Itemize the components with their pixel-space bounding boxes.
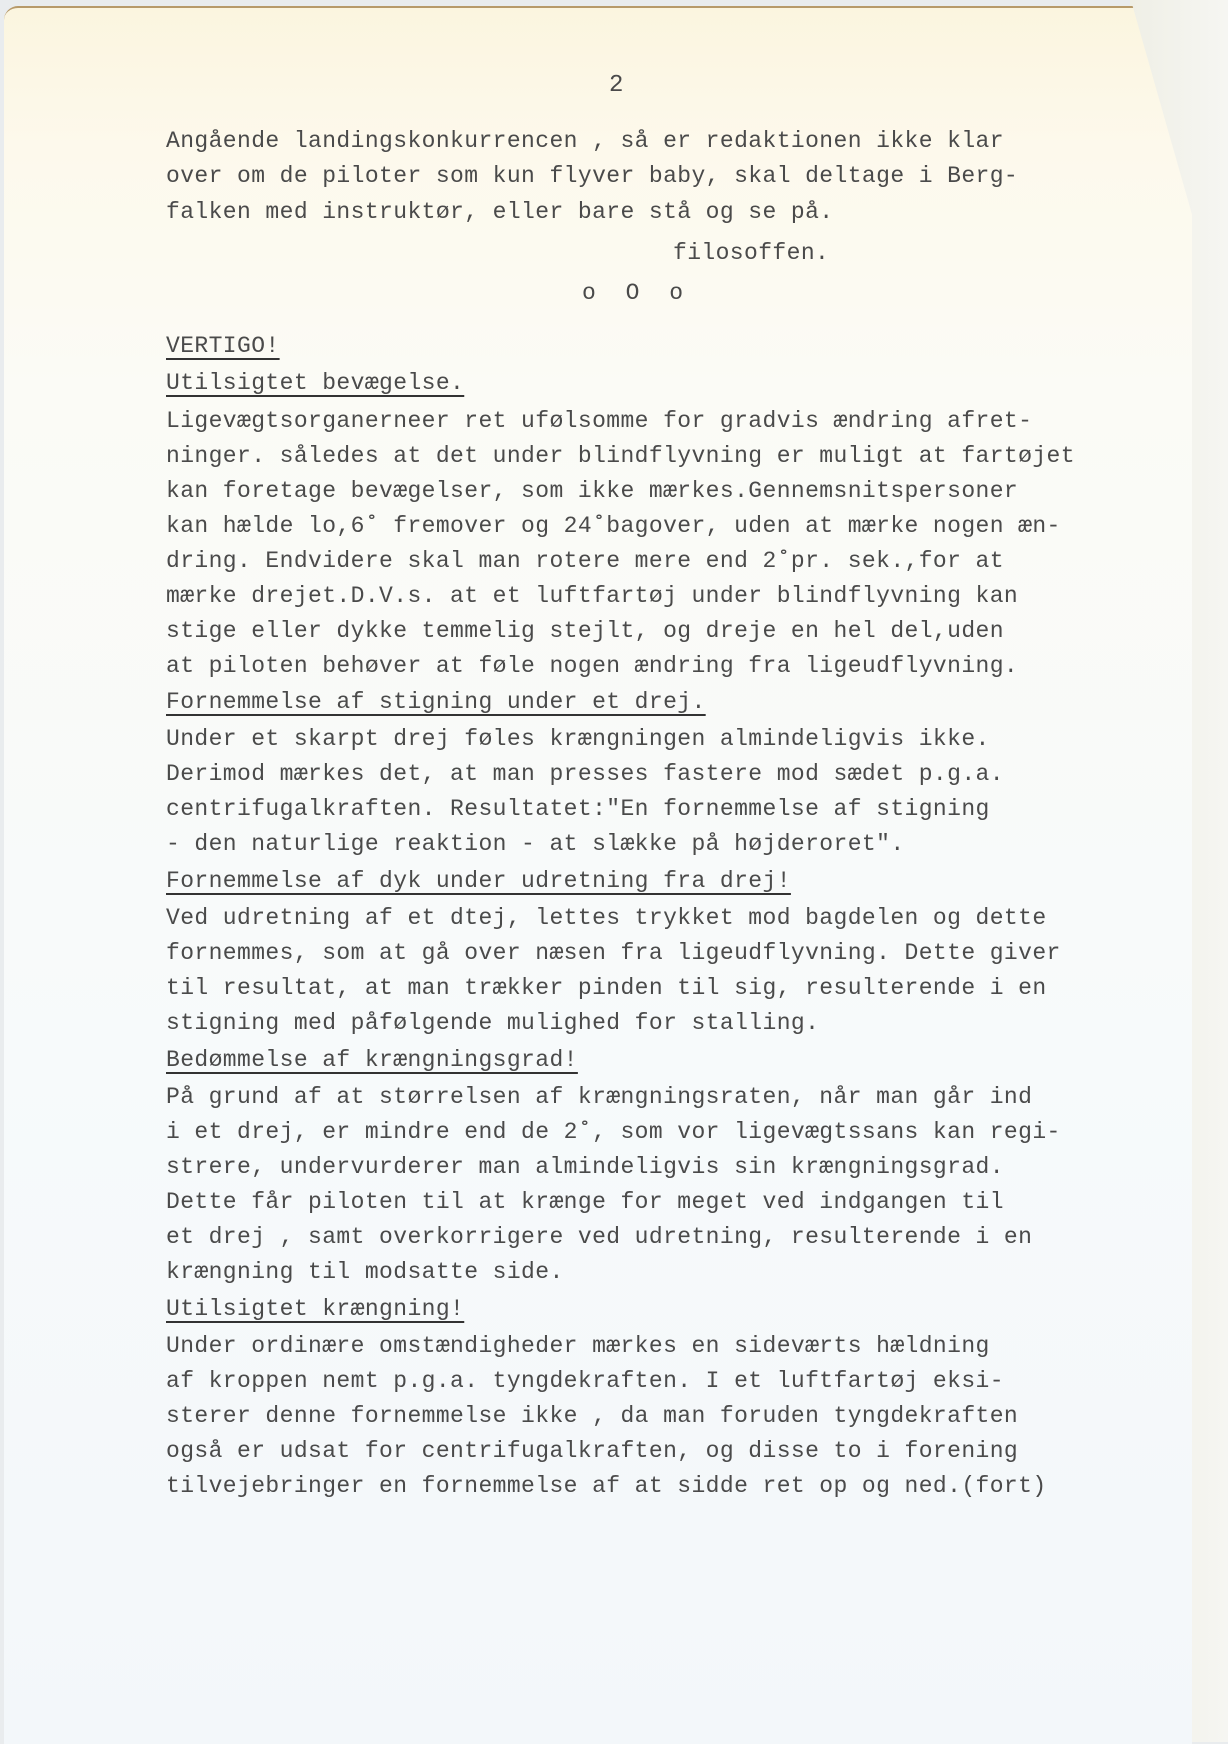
body-line: sterer denne fornemmelse ikke , da man foruden tyngdekraften	[166, 1403, 1019, 1429]
body-line: Ligevægtsorganerneer ret ufølsomme for gradvis ændring afret-	[166, 408, 1033, 434]
section-separator: o O o	[582, 280, 692, 306]
section-heading: Fornemmelse af stigning under et drej.	[166, 689, 706, 715]
body-line: også er udsat for centrifugalkraften, og disse to i forening	[166, 1438, 1019, 1464]
body-line: stigning med påfølgende mulighed for stalling.	[166, 1010, 820, 1036]
body-line: mærke drejet.D.V.s. at et luftfartøj under blindflyvning kan	[166, 583, 1019, 609]
body-line: centrifugalkraften. Resultatet:"En fornemmelse af stigning	[166, 796, 990, 822]
body-line: Ved udretning af et dtej, lettes trykket mod bagdelen og dette	[166, 905, 1047, 931]
body-line: et drej , samt overkorrigere ved udretning, resulterende i en	[166, 1224, 1033, 1250]
body-line: Derimod mærkes det, at man presses fastere mod sædet p.g.a.	[166, 761, 1004, 787]
body-line: Dette får piloten til at krænge for meget ved indgangen til	[166, 1189, 1004, 1215]
body-line: dring. Endvidere skal man rotere mere end 2˚pr. sek.,for at	[166, 548, 1004, 574]
signature: filosoffen.	[673, 240, 830, 266]
body-line: krængning til modsatte side.	[166, 1259, 564, 1285]
body-line: at piloten behøver at føle nogen ændring fra ligeudflyvning.	[166, 653, 1019, 679]
body-line: stige eller dykke temmelig stejlt, og dreje en hel del,uden	[166, 618, 1004, 644]
intro-line: falken med instruktør, eller bare stå og se på.	[166, 199, 834, 225]
section-heading: Utilsigtet krængning!	[166, 1296, 465, 1322]
body-line: ninger. således at det under blindflyvning er muligt at fartøjet	[166, 443, 1075, 469]
body-line: På grund af at størrelsen af krængningsraten, når man går ind	[166, 1084, 1033, 1110]
body-line: Under et skarpt drej føles krængningen almindeligvis ikke.	[166, 726, 990, 752]
body-line: Under ordinære omstændigheder mærkes en sideværts hældning	[166, 1333, 990, 1359]
section-heading: Bedømmelse af krængningsgrad!	[166, 1047, 578, 1073]
section-heading: Utilsigtet bevægelse.	[166, 370, 465, 396]
body-line: strere, undervurderer man almindeligvis sin krængningsgrad.	[166, 1154, 1004, 1180]
body-line: fornemmes, som at gå over næsen fra ligeudflyvning. Dette giver	[166, 940, 1061, 966]
body-line: af kroppen nemt p.g.a. tyngdekraften. I et luftfartøj eksi-	[166, 1368, 1004, 1394]
page-number: 2	[609, 72, 624, 99]
body-line: til resultat, at man trækker pinden til sig, resulterende i en	[166, 975, 1047, 1001]
body-line: kan hælde lo,6˚ fremover og 24˚bagover, uden at mærke nogen æn-	[166, 513, 1061, 539]
body-line: kan foretage bevægelser, som ikke mærkes.Gennemsnitspersoner	[166, 478, 1019, 504]
intro-line: Angående landingskonkurrencen , så er redaktionen ikke klar	[166, 128, 1004, 154]
body-line: - den naturlige reaktion - at slække på højderoret".	[166, 831, 905, 857]
intro-line: over om de piloter som kun flyver baby, skal deltage i Berg-	[166, 163, 1019, 189]
body-line: i et drej, er mindre end de 2˚, som vor ligevægtssans kan regi-	[166, 1119, 1061, 1145]
document-title: VERTIGO!	[166, 333, 280, 359]
section-heading: Fornemmelse af dyk under udretning fra drej!	[166, 868, 791, 894]
body-line: tilvejebringer en fornemmelse af at sidde ret op og ned.(fort)	[166, 1473, 1047, 1499]
